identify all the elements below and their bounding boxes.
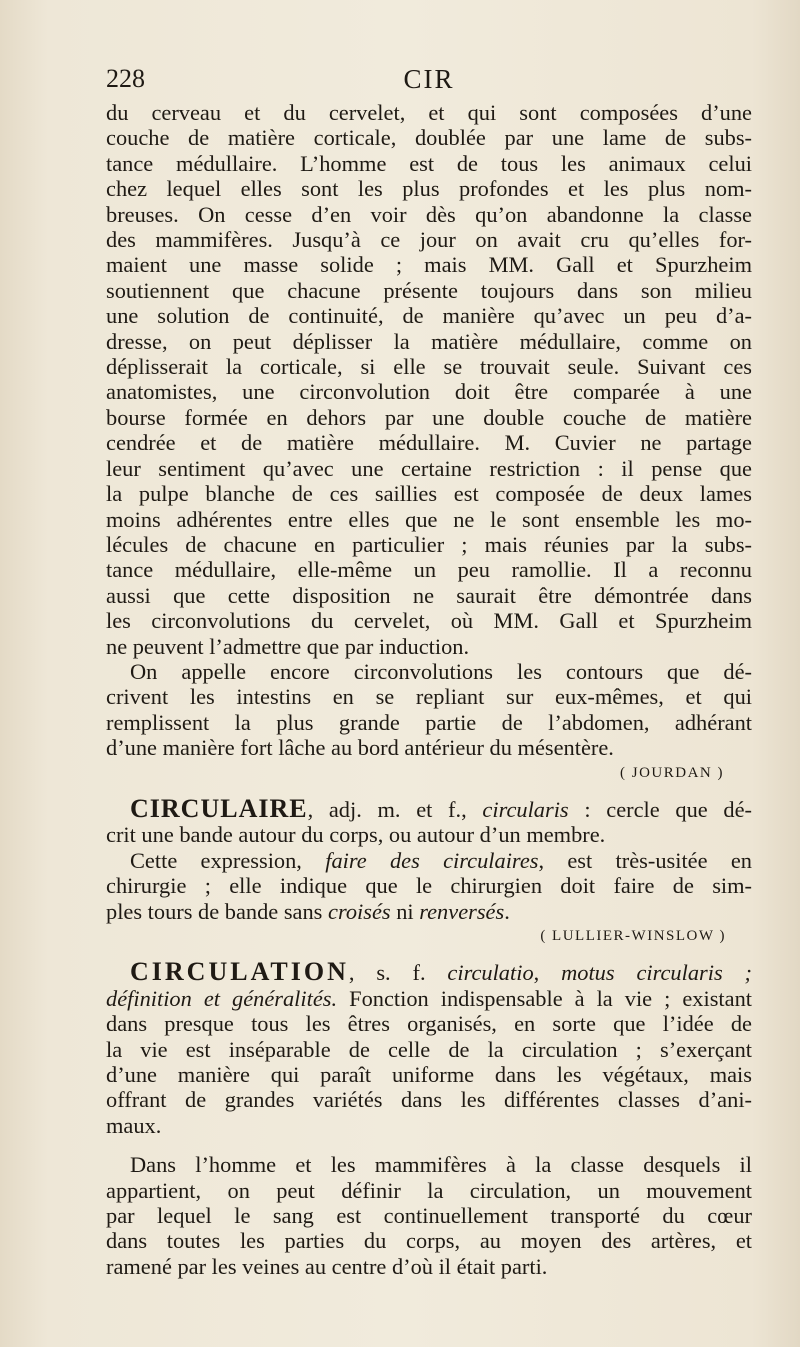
text-line: une solution de continuité, de manière qu’avec un peu d’a- <box>106 303 752 329</box>
text-line <box>106 899 752 924</box>
text-line: moins adhérentes entre elles que ne le sont ensemble les mo- <box>106 506 752 532</box>
entry-grammar: , adj. m. et f., <box>307 796 483 822</box>
author-signature: ( LULLIER-WINSLOW ) <box>540 928 726 944</box>
text-line: la vie est inséparable de celle de la circulation ; s’exerçant <box>106 1036 752 1062</box>
entry-circulaire <box>106 796 752 924</box>
text-line: dans toutes les parties du corps, au moyen des artères, et <box>106 1228 752 1254</box>
text-line: On appelle encore circonvolutions les contours que dé- <box>130 658 752 684</box>
text-line: ne peuvent l’admettre que par induction. <box>106 633 470 659</box>
entry-first-line <box>106 796 752 822</box>
italic-term: faire des circulaires <box>325 847 539 873</box>
text-run: , <box>533 960 562 986</box>
spacer <box>106 949 752 959</box>
text-line: breuses. On cesse d’en voir dès qu’on abandonne la classe <box>106 201 752 227</box>
entry-headword: CIRCULAIRE <box>130 795 308 823</box>
italic-term: croisés <box>328 898 391 924</box>
latin-term: circulatio <box>447 960 534 986</box>
text-line: des mammifères. Jusqu’à ce jour on avait cru qu’elles for- <box>106 227 752 253</box>
text-line: tance médullaire, elle-même un peu ramollie. Il a reconnu <box>106 557 752 583</box>
entry-headword: CIRCULATION <box>130 959 349 986</box>
text-run: , est très-usitée en <box>538 847 752 873</box>
text-line: anatomistes, une circonvolution doit être comparée à une <box>106 379 752 405</box>
entry-grammar: , s. f. <box>348 960 448 986</box>
text-line: d’une manière fort lâche au bord antérieur du mésentère. <box>106 735 614 761</box>
paragraph-circonvolutions-cerveau <box>106 100 752 659</box>
body-text <box>106 100 752 1279</box>
text-line: crivent les intestins en se repliant sur eux-mêmes, et qui <box>106 684 752 710</box>
text-line: chirurgie ; elle indique que le chirurgien doit faire de sim- <box>106 873 752 899</box>
text-line: offrant de grandes variétés dans les différentes classes d’ani- <box>106 1087 752 1113</box>
text-line: cendrée et de matière médullaire. M. Cuvier ne partage <box>106 430 752 456</box>
text-line: Dans l’homme et les mammifères à la classe desquels il <box>130 1152 752 1178</box>
text-line: maient une masse solide ; mais MM. Gall et Spurzheim <box>106 252 752 278</box>
text-line: déplisserait la corticale, si elle se trouvait seule. Suivant ces <box>106 354 752 380</box>
text-run: ni <box>390 898 420 924</box>
text-line: du cerveau et du cervelet, et qui sont composées d’une <box>106 100 752 125</box>
text-line: tance médullaire. L’homme est de tous les animaux celui <box>106 150 752 176</box>
italic-term: définition et généralités. <box>106 985 338 1011</box>
latin-term: motus circularis ; <box>561 960 752 986</box>
text-line: remplissent la plus grande partie de l’abdomen, adhérant <box>106 709 752 735</box>
author-signature: ( JOURDAN ) <box>620 764 724 781</box>
text-line: d’une manière qui paraît uniforme dans les végétaux, mais <box>106 1062 752 1088</box>
text-line <box>106 986 752 1011</box>
text-run: Cette expression, <box>130 847 326 873</box>
text-run: ples tours de bande sans <box>106 898 328 924</box>
italic-term: renversés <box>419 898 505 924</box>
paragraph-circonvolutions-intestins <box>106 659 752 761</box>
running-head: CIR <box>403 64 455 94</box>
spacer <box>106 786 752 796</box>
page-number: 228 <box>106 64 145 93</box>
text-line: lécules de chacune en particulier ; mais réunies par la subs- <box>106 531 752 557</box>
text-line: la pulpe blanche de ces saillies est composée de deux lames <box>106 481 752 507</box>
text-line: dans presque tous les êtres organisés, en sorte que l’idée de <box>106 1011 752 1037</box>
text-line: dresse, on peut déplisser la matière médullaire, comme on <box>106 328 752 354</box>
latin-term: circularis <box>482 796 569 822</box>
text-run: : cercle que dé- <box>568 796 752 822</box>
text-line: aussi que cette disposition ne saurait être démontrée dans <box>106 582 752 608</box>
paragraph-circulation-definition <box>106 1152 752 1279</box>
text-line <box>106 848 752 873</box>
text-line: crit une bande autour du corps, ou autour d’un membre. <box>106 822 606 848</box>
page-header <box>106 64 752 100</box>
text-line: ramené par les veines au centre d’où il était parti. <box>106 1253 548 1279</box>
text-line: les circonvolutions du cervelet, où MM. Gall et Spurzheim <box>106 608 752 634</box>
spacer <box>106 1138 752 1152</box>
text-run: . <box>504 898 510 924</box>
text-line: soutiennent que chacune présente toujours dans son milieu <box>106 277 752 303</box>
text-line: chez lequel elles sont les plus profondes et les plus nom- <box>106 176 752 202</box>
text-line: maux. <box>106 1112 162 1138</box>
text-run: Fonction indispensable à la vie ; existant <box>337 985 752 1011</box>
text-line: par lequel le sang est continuellement transporté du cœur <box>106 1203 752 1229</box>
text-line: couche de matière corticale, doublée par une lame de subs- <box>106 125 752 151</box>
text-line: bourse formée en dehors par une double couche de matière <box>106 404 752 430</box>
entry-circulation <box>106 959 752 1138</box>
text-line: appartient, on peut définir la circulation, un mouvement <box>106 1177 752 1203</box>
text-line: leur sentiment qu’avec une certaine restriction : il pense que <box>106 455 752 481</box>
entry-first-line <box>106 959 752 985</box>
